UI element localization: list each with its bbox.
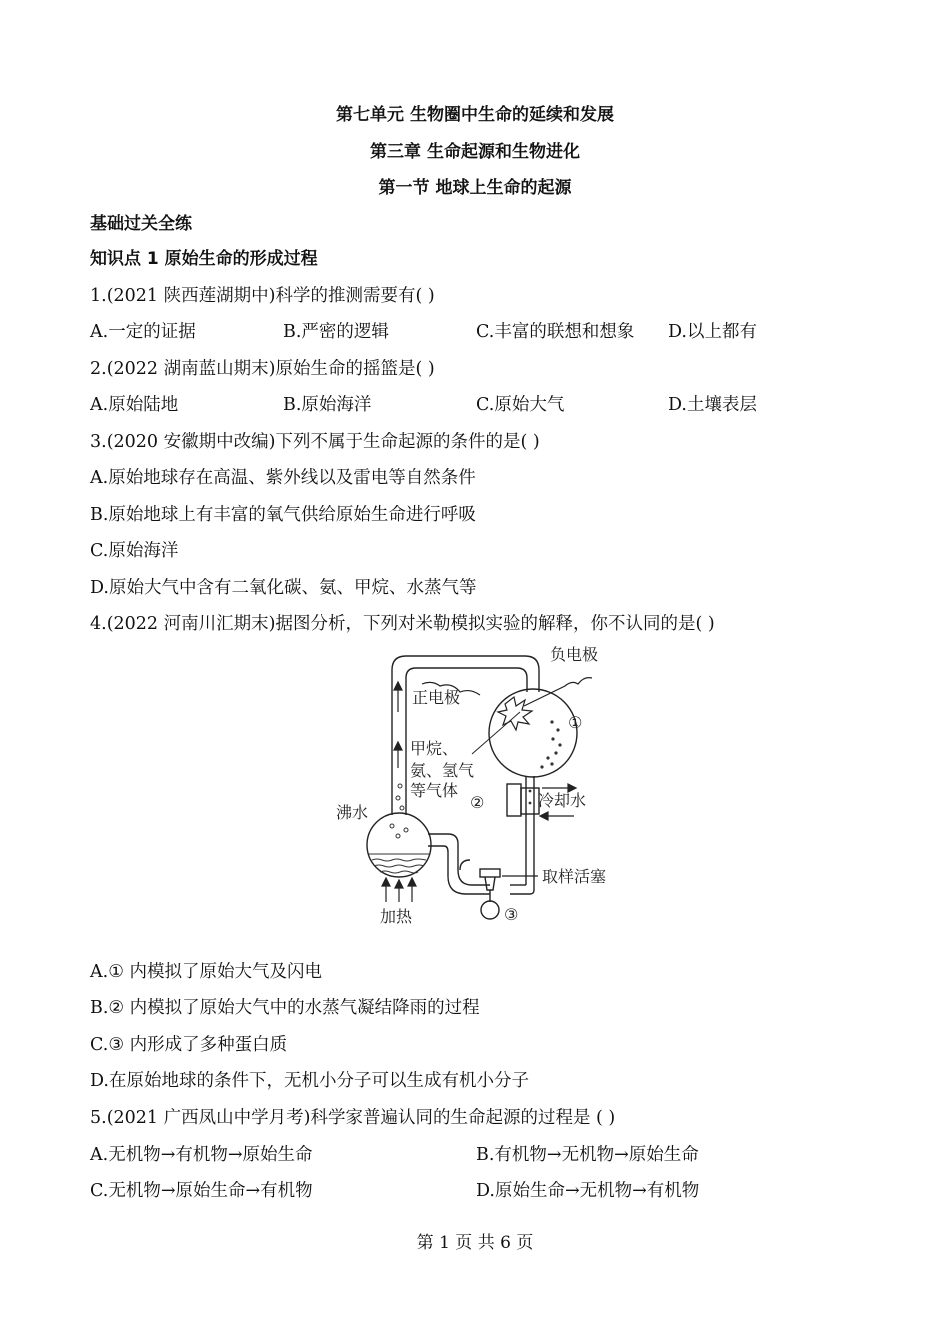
q2-option-b: B.原始海洋 (283, 395, 372, 415)
mark-1: ① (568, 713, 583, 732)
q1-option-d: D.以上都有 (668, 322, 757, 342)
q2-option-c: C.原始大气 (476, 395, 565, 415)
gas-label-line1: 甲烷、 (410, 739, 459, 758)
unit-title: 第七单元 生物圈中生命的延续和发展 (336, 105, 614, 125)
mark-3: ③ (504, 905, 519, 924)
knowledge-point-title: 知识点 1 原始生命的形成过程 (90, 249, 318, 269)
miller-experiment-diagram (320, 640, 640, 940)
negative-electrode-label: 负电极 (550, 645, 599, 664)
chapter-title: 第三章 生命起源和生物进化 (370, 142, 580, 162)
q3-option-a: A.原始地球存在高温、紫外线以及雷电等自然条件 (90, 468, 476, 488)
q2-option-d: D.土壤表层 (668, 395, 757, 415)
heating-label: 加热 (380, 907, 413, 926)
question-1-stem: 1.(2021 陕西莲湖期中)科学的推测需要有( ) (90, 286, 435, 306)
q4-option-a: A.① 内模拟了原始大气及闪电 (90, 962, 322, 982)
mark-2: ② (470, 793, 485, 812)
question-4-stem: 4.(2022 河南川汇期末)据图分析，下列对米勒模拟实验的解释，你不认同的是( ) (90, 614, 715, 634)
q4-option-d: D.在原始地球的条件下，无机小分子可以生成有机小分子 (90, 1071, 529, 1091)
q3-option-b: B.原始地球上有丰富的氧气供给原始生命进行呼吸 (90, 505, 476, 525)
q5-option-a: A.无机物→有机物→原始生命 (90, 1145, 313, 1165)
q2-option-a: A.原始陆地 (90, 395, 179, 415)
q1-option-a: A.一定的证据 (90, 322, 196, 342)
q4-option-c: C.③ 内形成了多种蛋白质 (90, 1035, 288, 1055)
q3-option-c: C.原始海洋 (90, 541, 179, 561)
page-footer: 第 1 页 共 6 页 (416, 1233, 534, 1253)
question-5-stem: 5.(2021 广西凤山中学月考)科学家普遍认同的生命起源的过程是 ( ) (90, 1108, 616, 1128)
q5-option-b: B.有机物→无机物→原始生命 (476, 1145, 699, 1165)
gas-label-line2: 氨、氢气 (410, 761, 475, 780)
sampling-valve-label: 取样活塞 (542, 867, 607, 886)
q5-option-c: C.无机物→原始生命→有机物 (90, 1181, 313, 1201)
cooling-water-label: 冷却水 (538, 791, 587, 810)
gas-label-line3: 等气体 (410, 781, 459, 800)
q4-option-b: B.② 内模拟了原始大气中的水蒸气凝结降雨的过程 (90, 998, 480, 1018)
positive-electrode-label: 正电极 (412, 688, 461, 707)
q5-option-d: D.原始生命→无机物→有机物 (476, 1181, 700, 1201)
q1-option-c: C.丰富的联想和想象 (476, 322, 635, 342)
boiling-water-label: 沸水 (336, 803, 369, 822)
question-3-stem: 3.(2020 安徽期中改编)下列不属于生命起源的条件的是( ) (90, 432, 540, 452)
section-title: 第一节 地球上生命的起源 (378, 178, 572, 198)
practice-title: 基础过关全练 (90, 214, 192, 234)
q1-option-b: B.严密的逻辑 (283, 322, 389, 342)
question-2-stem: 2.(2022 湖南蓝山期末)原始生命的摇篮是( ) (90, 359, 435, 379)
q3-option-d: D.原始大气中含有二氧化碳、氨、甲烷、水蒸气等 (90, 578, 477, 598)
